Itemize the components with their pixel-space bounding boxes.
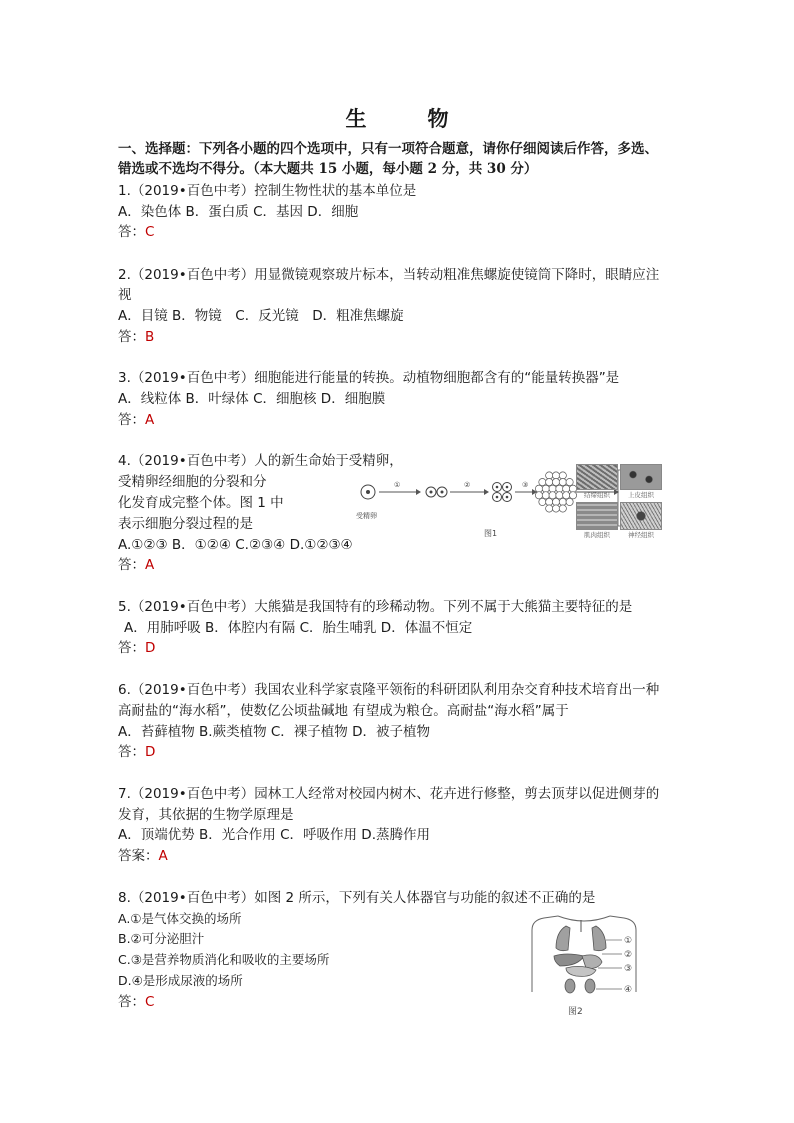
tissue-grid: [576, 464, 660, 544]
cluster-cell: [552, 505, 559, 512]
cluster-cell: [559, 505, 566, 512]
answer-value: B: [145, 329, 155, 345]
cluster-cell: [556, 492, 563, 499]
organ-label-1: ①: [624, 936, 633, 946]
cluster-cell: [556, 485, 563, 492]
q6-answer: [118, 743, 155, 761]
cluster-cell: [535, 485, 542, 492]
figure-1-caption: 图1: [484, 529, 498, 538]
q4-answer: [118, 556, 154, 574]
q4-options: A.①②③ B．①②④ C.②③④ D.①②③④: [118, 537, 353, 553]
answer-label: 答：: [118, 744, 145, 760]
liver: [554, 954, 584, 966]
q4-stem-line-1: 4.（2019•百色中考）人的新生命始于受精卵，: [118, 453, 403, 469]
q2-options: A．目镜 B．物镜 C．反光镜 D．粗准焦螺旋: [118, 308, 404, 324]
cluster-cell: [552, 498, 559, 505]
connective-tissue-image: [576, 464, 618, 490]
organ-label-2: ②: [624, 950, 633, 960]
answer-value: D: [145, 640, 156, 656]
cluster-cell: [535, 492, 542, 499]
tissue-label-connective: 结缔组织: [584, 491, 610, 499]
figure-2-human-organs: [526, 912, 646, 1020]
q7-stem-line-2: 发育，其依据的生物学原理是: [118, 807, 294, 823]
four-cell-stage: [493, 483, 512, 502]
q5-answer: [118, 639, 155, 657]
cluster-cell: [566, 479, 573, 486]
answer-label: 答：: [118, 329, 145, 345]
page-title: 生 物: [345, 106, 469, 131]
cluster-cell: [559, 479, 566, 486]
q8-answer: [118, 993, 154, 1011]
nerve-tissue-image: [620, 502, 662, 530]
zygote-cell: [361, 485, 375, 499]
step-1-label: ①: [394, 481, 401, 489]
q3-options: A．线粒体 B．叶绿体 C．细胞核 D．细胞膜: [118, 391, 386, 407]
answer-value: C: [145, 224, 155, 240]
q8-option-b: B.②可分泌胆汁: [118, 931, 205, 946]
cluster-cell: [559, 472, 566, 479]
q1-stem: 1.（2019•百色中考）控制生物性状的基本单位是: [118, 183, 417, 199]
cell-cluster: [535, 472, 576, 512]
answer-value: A: [145, 412, 155, 428]
organ-label-4: ④: [624, 985, 633, 995]
answer-label: 答：: [118, 412, 145, 428]
answer-label: 答：: [118, 224, 145, 240]
answer-value: D: [145, 744, 156, 760]
answer-label: 答：: [118, 557, 145, 573]
q8-option-c: C.③是营养物质消化和吸收的主要场所: [118, 952, 330, 967]
epithelial-tissue-image: [620, 464, 662, 490]
q4-stem-line-2: 受精卵经细胞的分裂和分: [118, 474, 267, 490]
cluster-cell: [549, 485, 556, 492]
answer-value: C: [145, 994, 155, 1010]
cluster-cell: [542, 485, 549, 492]
organ-label-3: ③: [624, 964, 633, 974]
tissue-label-nerve: 神经组织: [628, 531, 654, 539]
answer-label: 答：: [118, 640, 145, 656]
cluster-cell: [552, 479, 559, 486]
q5-options: A．用肺呼吸 B．体腔内有隔 C．胎生哺乳 D．体温不恒定: [124, 620, 473, 636]
zygote-label: 受精卵: [356, 512, 377, 520]
section-heading-line-1: 一、选择题：下列各小题的四个选项中，只有一项符合题意，请你仔细阅读后作答，多选、: [118, 141, 658, 157]
step-3-label: ③: [522, 481, 529, 489]
tissue-label-muscle: 肌肉组织: [584, 531, 610, 539]
cluster-cell: [563, 485, 570, 492]
cluster-cell: [539, 498, 546, 505]
q4-stem-line-4: 表示细胞分裂过程的是: [118, 516, 253, 532]
cluster-cell: [546, 498, 553, 505]
q3-stem: 3.（2019•百色中考）细胞能进行能量的转换。动植物细胞都含有的“能量转换器”是: [118, 370, 620, 386]
cluster-cell: [566, 498, 573, 505]
q7-stem-line-1: 7.（2019•百色中考）园林工人经常对校园内树木、花卉进行修整，剪去顶芽以促进侧芽的: [118, 786, 660, 802]
cluster-cell: [546, 505, 553, 512]
two-cell-stage: [426, 487, 447, 497]
cluster-cell: [546, 479, 553, 486]
figure-2-caption: 图2: [568, 1007, 583, 1017]
cluster-cell: [539, 479, 546, 486]
answer-label: 答：: [118, 994, 145, 1010]
q5-stem: 5.（2019•百色中考）大熊猫是我国特有的珍稀动物。下列不属于大熊猫主要特征的是: [118, 599, 633, 615]
q6-stem-line-1: 6.（2019•百色中考）我国农业科学家袁隆平领衔的科研团队利用杂交育种技术培育出一种: [118, 682, 660, 698]
q8-option-a: A.①是气体交换的场所: [118, 911, 242, 926]
answer-label: 答案：: [118, 848, 159, 864]
cluster-cell: [546, 472, 553, 479]
q6-options: A．苔藓植物 B.蕨类植物 C．裸子植物 D．被子植物: [118, 724, 430, 740]
q2-stem-line-1: 2.（2019•百色中考）用显微镜观察玻片标本，当转动粗准焦螺旋使镜筒下降时，眼睛应注: [118, 267, 660, 283]
cluster-cell: [552, 472, 559, 479]
q3-answer: [118, 411, 154, 429]
cluster-cell: [559, 498, 566, 505]
q6-stem-line-2: 高耐盐的“海水稻”，使数亿公顷盐碱地 有望成为粮仓。高耐盐“海水稻”属于: [118, 703, 569, 719]
q8-stem: 8.（2019•百色中考）如图 2 所示，下列有关人体器官与功能的叙述不正确的是: [118, 890, 596, 906]
q1-answer: [118, 223, 154, 241]
q2-answer: [118, 328, 154, 346]
muscle-tissue-image: [576, 502, 618, 530]
q7-answer: [118, 847, 168, 865]
answer-value: A: [158, 848, 168, 864]
lungs: [556, 920, 606, 951]
q2-stem-line-2: 视: [118, 287, 132, 303]
q1-options: A．染色体 B．蛋白质 C．基因 D．细胞: [118, 204, 359, 220]
q7-options: A．顶端优势 B．光合作用 C．呼吸作用 D.蒸腾作用: [118, 827, 430, 843]
cluster-cell: [542, 492, 549, 499]
tissue-label-epithelial: 上皮组织: [628, 491, 654, 499]
kidneys: [565, 979, 595, 993]
step-2-label: ②: [464, 481, 471, 489]
cluster-cell: [563, 492, 570, 499]
q4-stem-line-3: 化发育成完整个体。图 1 中: [118, 495, 284, 511]
cluster-cell: [549, 492, 556, 499]
section-heading-line-2: 错选或不选均不得分。（本大题共 15 小题，每小题 2 分，共 30 分）: [118, 161, 538, 177]
answer-value: A: [145, 557, 155, 573]
q8-option-d: D.④是形成尿液的场所: [118, 973, 243, 988]
